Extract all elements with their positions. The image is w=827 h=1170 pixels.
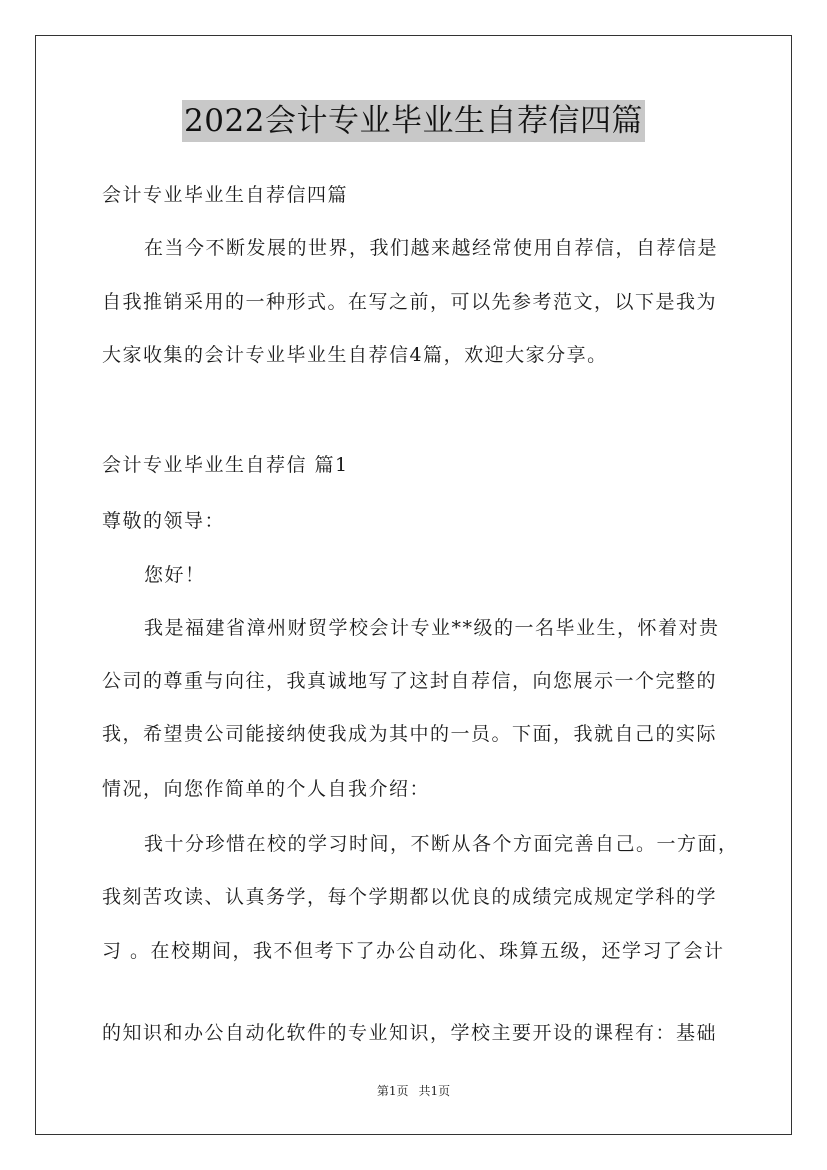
paragraph2-line-4: 的知识和办公自动化软件的专业知识，学校主要开设的课程有：基础 xyxy=(102,1022,718,1044)
paragraph2-line-2: 我刻苦攻读、认真务学，每个学期都以优良的成绩完成规定学科的学 xyxy=(102,886,718,908)
paragraph1-line-3: 我，希望贵公司能接纳使我成为其中的一员。下面，我就自己的实际 xyxy=(102,723,718,745)
page-number: 第1页 xyxy=(376,1084,409,1098)
title-container xyxy=(0,100,827,142)
paragraph2-line-3: 习 。在校期间，我不但考下了办公自动化、珠算五级，还学习了会计 xyxy=(102,940,725,962)
intro-line-3: 大家收集的会计专业毕业生自荐信4篇，欢迎大家分享。 xyxy=(102,344,608,366)
paragraph2-line-1: 我十分珍惜在校的学习时间，不断从各个方面完善自己。一方面， xyxy=(144,833,739,855)
page-footer xyxy=(0,1083,827,1099)
section-heading: 会计专业毕业生自荐信 篇1 xyxy=(102,454,349,476)
greeting: 您好！ xyxy=(144,564,206,586)
document-subtitle: 会计专业毕业生自荐信四篇 xyxy=(102,184,349,206)
intro-line-1: 在当今不断发展的世界，我们越来越经常使用自荐信，自荐信是 xyxy=(144,237,719,259)
document-title: 2022会计专业毕业生自荐信四篇 xyxy=(182,100,645,142)
intro-line-2: 自我推销采用的一种形式。在写之前，可以先参考范文，以下是我为 xyxy=(102,291,718,313)
paragraph1-line-4: 情况，向您作简单的个人自我介绍： xyxy=(102,778,431,800)
paragraph1-line-1: 我是福建省漳州财贸学校会计专业**级的一名毕业生，怀着对贵 xyxy=(144,617,720,639)
page-total: 共1页 xyxy=(418,1084,451,1098)
paragraph1-line-2: 公司的尊重与向往，我真诚地写了这封自荐信，向您展示一个完整的 xyxy=(102,670,718,692)
salutation: 尊敬的领导： xyxy=(102,510,226,532)
